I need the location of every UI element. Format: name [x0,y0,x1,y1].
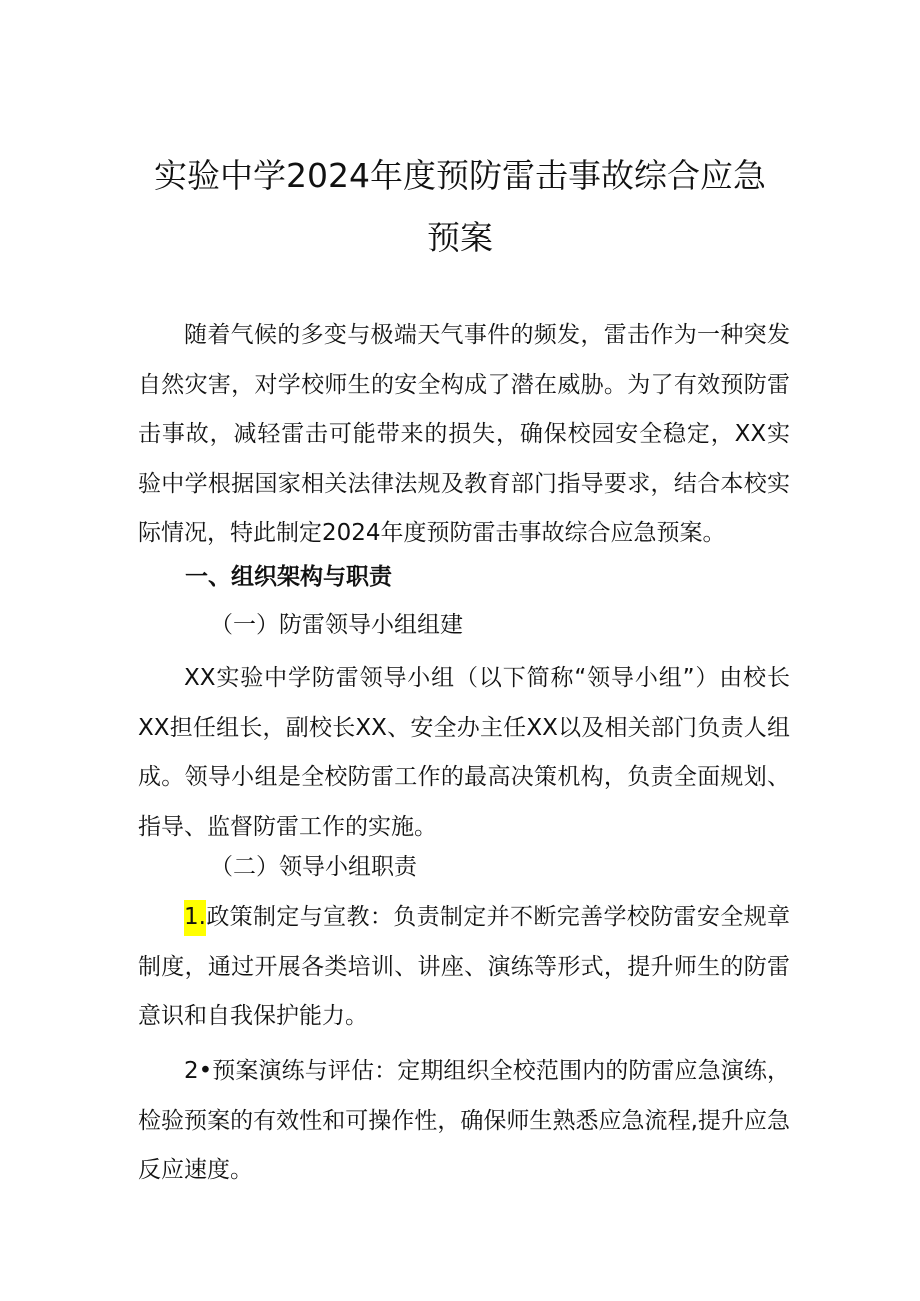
subsection-heading-duties: （二）领导小组职责 [210,854,417,880]
subsection-heading-leadership-group: （一）防雷领导小组组建 [210,612,463,638]
document-title-line1: 实验中学2024年度预防雷击事故综合应急 [154,156,766,195]
duty-item-1-text: 政策制定与宣教：负责制定并不断完善学校防雷安全规章制度，通过开展各类培训、讲座、演练等形式，提升师生的防雷意识和自我保护能力。 [138,904,790,1029]
section-heading-organization: 一、组织架构与职责 [185,564,392,590]
intro-paragraph: 随着气候的多变与极端天气事件的频发，雷击作为一种突发自然灾害，对学校师生的安全构成了潜在威胁。为了有效预防雷击事故，减轻雷击可能带来的损失，确保校园安全稳定，XX实验中学根据国家相关法律法规及教育部门指导要求，结合本校实际情况，特此制定2024年度预防雷击事故综合应急预案。 [138,322,790,546]
duty-item-2: 2•预案演练与评估：定期组织全校范围内的防雷应急演练，检验预案的有效性和可操作性，确保师生熟悉应急流程,提升应急反应速度。 [138,1058,790,1183]
highlighted-item-number: 1. [184,900,206,936]
duty-item-1 [138,893,790,1042]
leadership-group-paragraph: XX实验中学防雷领导小组（以下简称“领导小组”）由校长XX担任组长，副校长XX、安全办主任XX以及相关部门负责人组成。领导小组是全校防雷工作的最高决策机构，负责全面规划、指导、监督防雷工作的实施。 [138,665,790,840]
document-title-line2: 预案 [427,218,493,257]
